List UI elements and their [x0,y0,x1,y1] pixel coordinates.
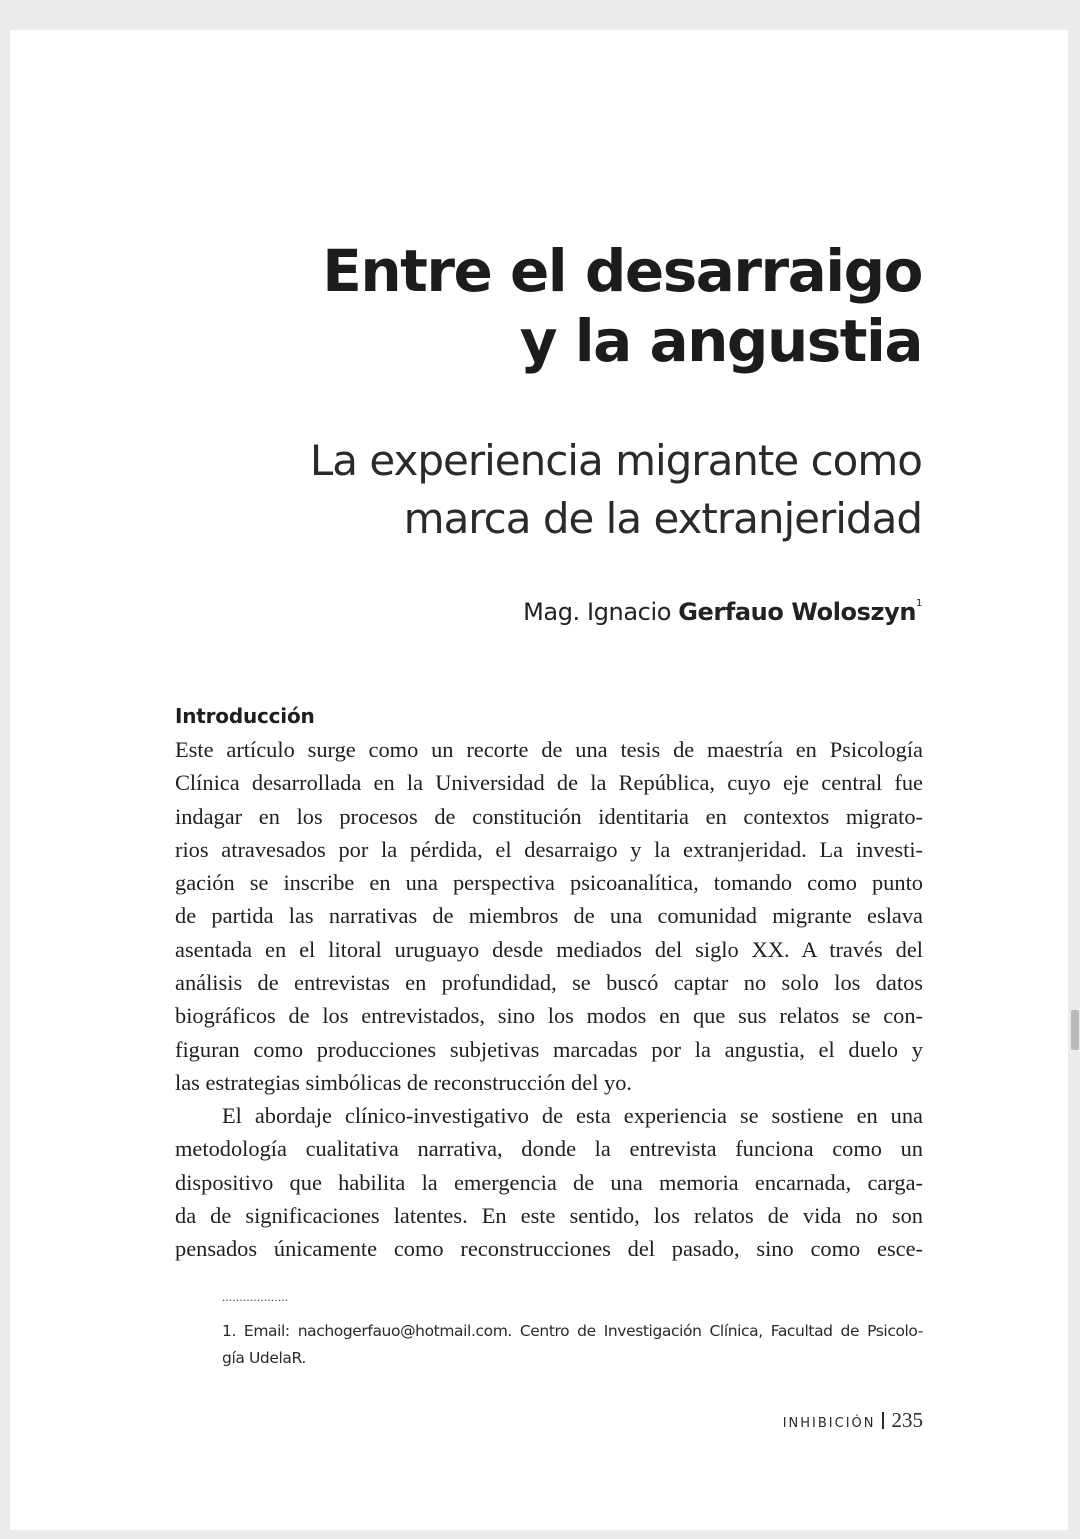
paragraph-line: las estrategias simbólicas de reconstrucción del yo. [175,1069,632,1095]
author-footnote-marker[interactable]: 1 [916,598,922,609]
paragraph-line: da de significaciones latentes. En este sentido, los relatos de vida no son [175,1202,923,1228]
paragraph-line: gación se inscribe en una perspectiva psicoanalítica, tomando como punto [175,870,923,896]
page-number: 235 [891,1408,923,1432]
body-paragraph-2 [175,1099,923,1265]
body-paragraph-1 [175,733,923,1099]
paragraph-line: figuran como producciones subjetivas marcadas por la angustia, el duelo y [175,1036,923,1062]
paragraph-line: rios atravesados por la pérdida, el desarraigo y la extranjeridad. La investi- [175,836,923,862]
running-footer [783,1408,923,1433]
scrollbar-thumb[interactable] [1071,1010,1079,1050]
paragraph-line: Clínica desarrollada en la Universidad de la República, cuyo eje central fue [175,770,923,796]
paragraph-line: Este artículo surge como un recorte de una tesis de maestría en Psicología [175,737,923,762]
section-heading: Introducción [175,704,315,728]
article-title-line-2: y la angustia [519,307,922,375]
author-byline [523,588,922,628]
footnote-line: gía UdelaR. [222,1349,306,1367]
paragraph-line: dispositivo que habilita la emergencia de una memoria encarnada, carga- [175,1169,923,1195]
paragraph-line: pensados únicamente como reconstrucciones del pasado, sino como esce- [175,1236,923,1262]
journal-name: INHIBICIÓN [782,1416,876,1431]
footnote-line: 1. Email: nachogerfauo@hotmail.com. Centro de Investigación Clínica, Facultad de Psicolo- [222,1322,923,1340]
article-subtitle-line-1: La experiencia migrante como [309,436,922,485]
author-prefix: Mag. Ignacio [523,598,679,626]
author-surname: Gerfauo Woloszyn [678,598,917,626]
paragraph-line: de partida las narrativas de miembros de una comunidad migrante eslava [175,903,923,929]
article-title [322,236,922,376]
paragraph-line: El abordaje clínico-investigativo de esta experiencia se sostiene en una [222,1103,923,1128]
article-subtitle [310,432,922,548]
footnote-separator: ................... [222,1290,289,1304]
paragraph-line: análisis de entrevistas en profundidad, se buscó captar no solo los datos [175,970,923,996]
paragraph-line: indagar en los procesos de constitución identitaria en contextos migrato- [175,803,923,829]
article-title-line-1: Entre el desarraigo [322,237,922,305]
footnote [222,1318,923,1372]
article-subtitle-line-2: marca de la extranjeridad [403,494,922,543]
paragraph-line: asentada en el litoral uruguayo desde mediados del siglo XX. A través del [175,936,923,962]
paragraph-line: biográficos de los entrevistados, sino los modos en que sus relatos se con- [175,1003,923,1029]
footer-divider [882,1412,884,1429]
paragraph-line: metodología cualitativa narrativa, donde la entrevista funciona como un [175,1136,923,1162]
